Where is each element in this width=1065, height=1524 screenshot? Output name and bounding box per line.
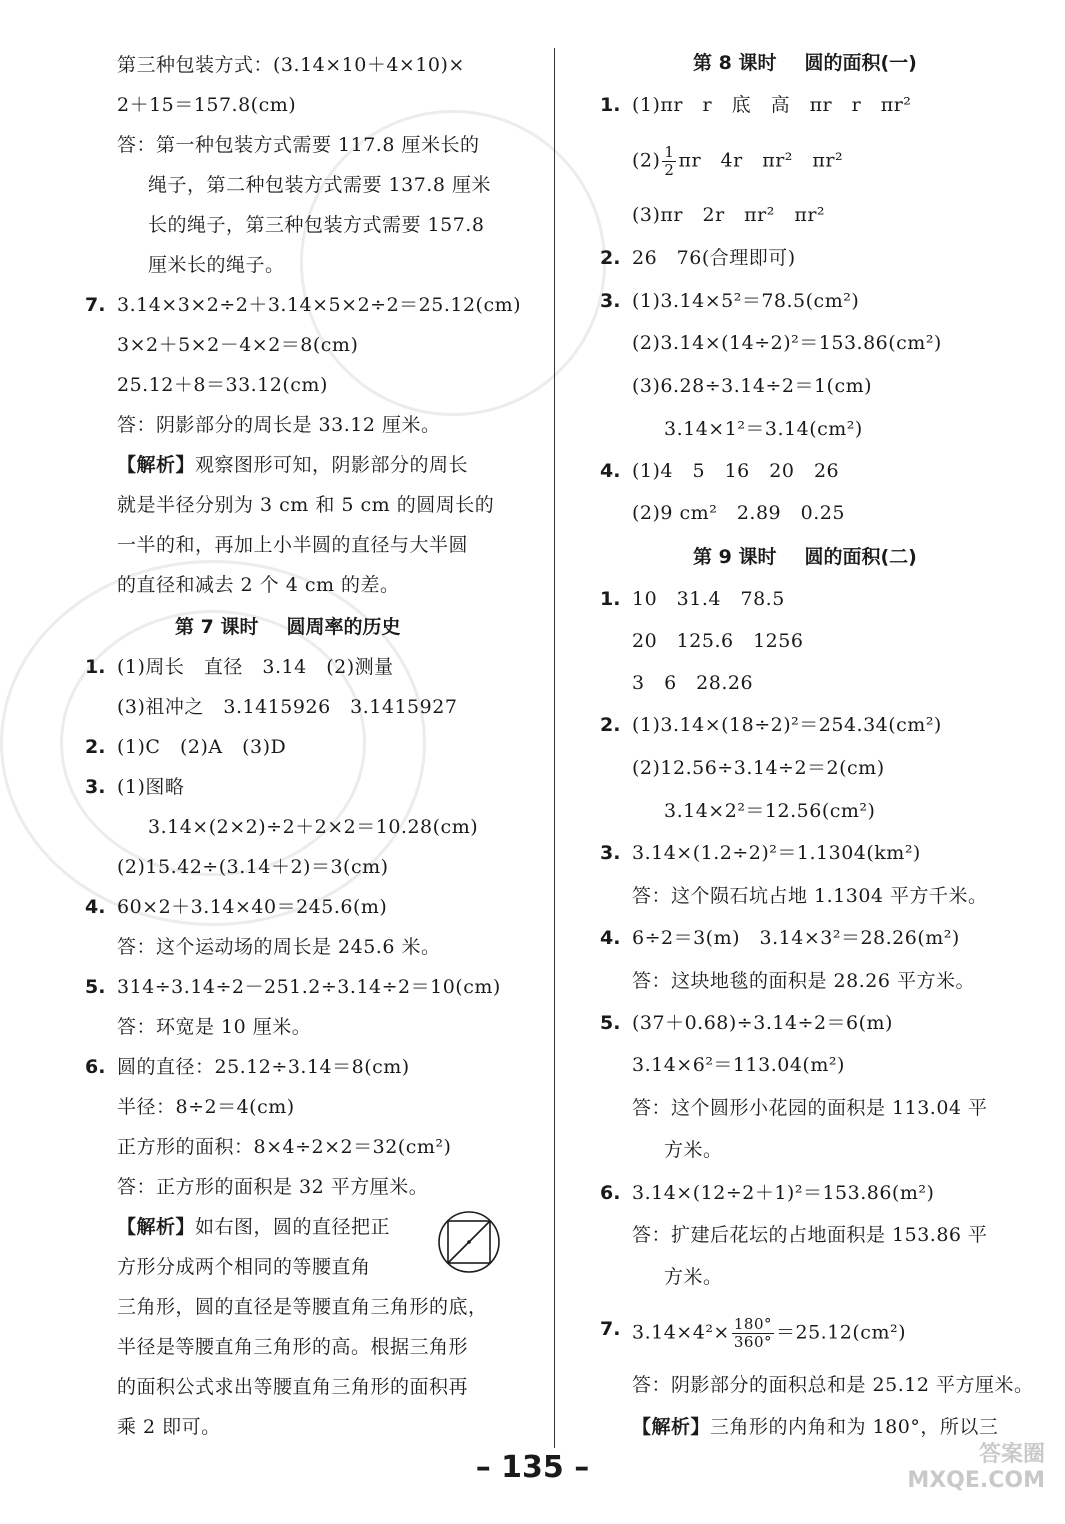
answer-line: (2)9 cm² 2.89 0.25 [632,502,845,524]
lesson-heading [693,50,917,76]
fraction [662,144,676,179]
analysis-line: 方形分成两个相同的等腰直角 [117,1256,371,1278]
answer-line: 厘米长的绳子。 [148,254,285,276]
lesson-heading [693,544,917,570]
answer-line: 答：扩建后花坛的占地面积是 153.86 平 [632,1224,988,1246]
answer-line: 答：这个运动场的周长是 245.6 米。 [117,936,441,958]
question-number: 5. [600,1012,621,1034]
answer-line: 20 125.6 1256 [632,630,804,652]
answer-line: (1)C (2)A (3)D [117,736,287,758]
answer-line: (2)3.14×(14÷2)²＝153.86(cm²) [632,332,942,354]
answer-line: 3 6 28.26 [632,672,754,694]
answer-line: (2)15.42÷(3.14＋2)＝3(cm) [117,856,389,878]
analysis-line: 三角形，圆的直径是等腰直角三角形的底， [117,1296,488,1318]
answer-line: (2)12.56÷3.14÷2＝2(cm) [632,757,885,779]
question-number: 3. [600,290,621,312]
answer-line: 答：第一种包装方式需要 117.8 厘米长的 [117,134,480,156]
page-number: – 135 – [475,1450,590,1485]
answer-line: 3.14×1²＝3.14(cm²) [664,418,863,440]
answer-line: (1)3.14×(18÷2)²＝254.34(cm²) [632,714,942,736]
answer-part: πr 4r πr² πr² [678,149,844,172]
answer-line: 314÷3.14÷2－251.2÷3.14÷2＝10(cm) [117,976,501,998]
answer-part: (2) [632,149,661,172]
answer-line: 答：阴影部分的面积总和是 25.12 平方厘米。 [632,1374,1034,1396]
analysis-line: 就是半径分别为 3 cm 和 5 cm 的圆周长的 [117,494,495,516]
answer-line: 60×2＋3.14×40＝245.6(m) [117,896,388,918]
question-number: 6. [85,1056,106,1078]
analysis-text: 三角形的内角和为 180°，所以三 [710,1416,999,1438]
question-number: 1. [600,94,621,116]
analysis-line [117,1214,390,1240]
analysis-line: 半径是等腰直角三角形的高。根据三角形 [117,1336,469,1358]
question-number: 2. [85,736,106,758]
answer-line: (3)6.28÷3.14÷2＝1(cm) [632,375,873,397]
answer-line: 方米。 [664,1266,723,1288]
answer-line: (1)πr r 底 高 πr r πr² [632,94,912,116]
answer-line: 答：这块地毯的面积是 28.26 平方米。 [632,970,975,992]
lesson-heading [175,614,400,640]
analysis-label: 【解析】 [117,1216,196,1238]
analysis-line: 乘 2 即可。 [117,1416,221,1438]
answer-line: 3.14×(1.2÷2)²＝1.1304(km²) [632,842,921,864]
fraction-numerator: 180° [733,1315,772,1333]
question-number: 7. [600,1318,621,1340]
answer-line: 6÷2＝3(m) 3.14×3²＝28.26(m²) [632,927,960,949]
analysis-text: 如右图，圆的直径把正 [195,1216,391,1238]
answer-line: 26 76(合理即可) [632,247,796,269]
question-number: 4. [85,896,106,918]
answer-line: 答：正方形的面积是 32 平方厘米。 [117,1176,429,1198]
lesson-number: 第 8 课时 [693,52,777,74]
answer-line: 答：环宽是 10 厘米。 [117,1016,312,1038]
answer-line: (1)4 5 16 20 26 [632,460,840,482]
answer-line: 答：阴影部分的周长是 33.12 厘米。 [117,414,441,436]
question-number: 4. [600,460,621,482]
answer-line: 答：这个圆形小花园的面积是 113.04 平 [632,1097,988,1119]
question-number: 3. [85,776,106,798]
answer-line: 3.14×3×2÷2＋3.14×5×2÷2＝25.12(cm) [117,294,522,316]
lesson-title: 圆的面积(二) [804,546,917,568]
answer-line: 正方形的面积：8×4÷2×2＝32(cm²) [117,1136,452,1158]
analysis-line [632,1414,998,1440]
analysis-text: 观察图形可知，阴影部分的周长 [195,454,469,476]
answer-line: 圆的直径：25.12÷3.14＝8(cm) [117,1056,410,1078]
answer-line: 25.12＋8＝33.12(cm) [117,374,328,396]
square-in-circle-figure [437,1210,501,1274]
analysis-line: 的面积公式求出等腰直角三角形的面积再 [117,1376,469,1398]
column-divider [554,48,555,1448]
watermark-logo-text: 答案圈 [978,1442,1045,1467]
answer-line: (3)πr 2r πr² πr² [632,204,826,226]
lesson-number: 第 9 课时 [693,546,777,568]
analysis-label: 【解析】 [632,1416,711,1438]
answer-line: (37＋0.68)÷3.14÷2＝6(m) [632,1012,893,1034]
answer-line: 3.14×2²＝12.56(cm²) [664,800,876,822]
answer-line: (1)图略 [117,776,185,798]
lesson-title: 圆周率的历史 [286,616,401,638]
answer-line: 方米。 [664,1139,723,1161]
lesson-number: 第 7 课时 [175,616,259,638]
question-number: 5. [85,976,106,998]
figure-center-dot [467,1240,471,1244]
fraction [732,1316,774,1351]
fraction-denominator: 360° [733,1333,772,1351]
fraction-denominator: 2 [664,161,675,179]
answer-line: 3×2＋5×2－4×2＝8(cm) [117,334,359,356]
answer-line: 半径：8÷2＝4(cm) [117,1096,295,1118]
question-number: 6. [600,1182,621,1204]
answer-line: (1)3.14×5²＝78.5(cm²) [632,290,860,312]
answer-line [632,144,843,179]
answer-line: (1)周长 直径 3.14 (2)测量 [117,656,394,678]
answer-line: 3.14×6²＝113.04(m²) [632,1054,845,1076]
site-watermark [907,1442,1045,1494]
analysis-line [117,452,468,478]
answer-line: 答：这个陨石坑占地 1.1304 平方千米。 [632,885,988,907]
fraction-numerator: 1 [664,143,675,161]
question-number: 4. [600,927,621,949]
analysis-label: 【解析】 [117,454,196,476]
answer-part: ＝25.12(cm²) [776,1321,906,1344]
analysis-line: 的直径和减去 2 个 4 cm 的差。 [117,574,400,596]
answer-line: 长的绳子，第三种包装方式需要 157.8 [148,214,485,236]
answer-line: 第三种包装方式：(3.14×10＋4×10)× [117,54,465,76]
question-number: 2. [600,714,621,736]
question-number: 7. [85,294,106,316]
watermark-url: MXQE.COM [907,1468,1045,1493]
question-number: 1. [600,588,621,610]
question-number: 1. [85,656,106,678]
question-number: 2. [600,247,621,269]
question-number: 3. [600,842,621,864]
answer-line: 绳子，第二种包装方式需要 137.8 厘米 [148,174,491,196]
answer-line: 3.14×(12÷2＋1)²＝153.86(m²) [632,1182,935,1204]
answer-line [632,1316,906,1351]
lesson-title: 圆的面积(一) [804,52,917,74]
answer-line: (3)祖冲之 3.1415926 3.1415927 [117,696,458,718]
answer-line: 3.14×(2×2)÷2＋2×2＝10.28(cm) [148,816,479,838]
answer-part: 3.14×4²× [632,1321,730,1344]
answer-line: 2＋15＝157.8(cm) [117,94,297,116]
analysis-line: 一半的和，再加上小半圆的直径与大半圆 [117,534,469,556]
answer-line: 10 31.4 78.5 [632,588,785,610]
